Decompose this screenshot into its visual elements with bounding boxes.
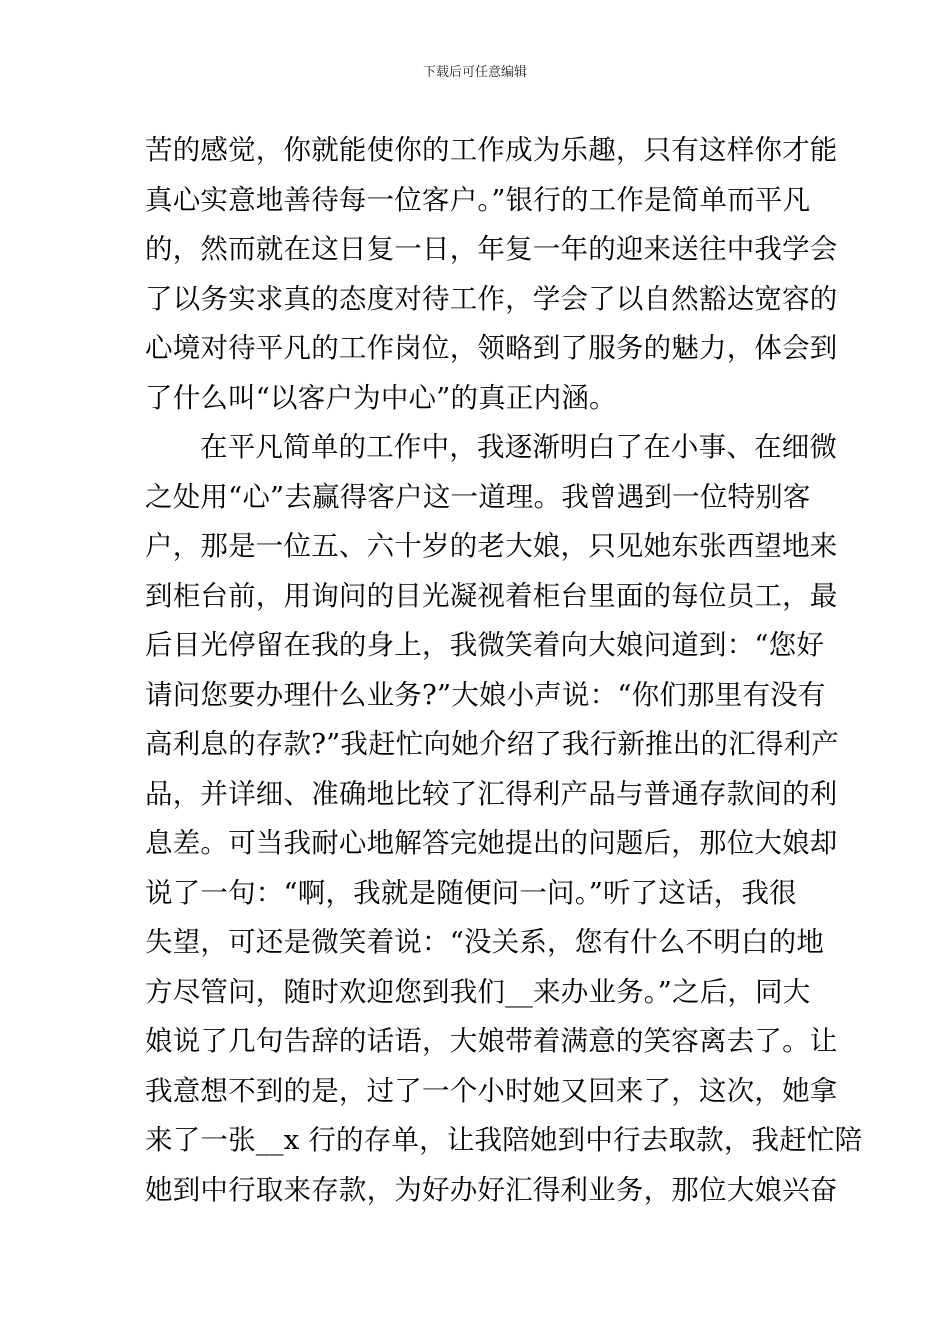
text-line: 了以务实求真的态度对待工作，学会了以自然豁达宽容的 (145, 282, 838, 315)
text-line: 真心实意地善待每一位客户。”银行的工作是简单而平凡 (145, 183, 811, 216)
text-line: 心境对待平凡的工作岗位，领略到了服务的魅力，体会到 (145, 332, 838, 364)
text-line: 方尽管问，随时欢迎您到我们__来办业务。”之后，同大 (145, 975, 811, 1008)
paragraph-2 (145, 423, 863, 1215)
text-line: 后目光停留在我的身上，我微笑着向大娘问道到：“您好 (145, 629, 825, 661)
text-line: 来了一张__x 行的存单，让我陪她到中行去取款，我赶忙陪 (145, 1124, 863, 1156)
page-header: 下载后可任意编辑 (422, 65, 527, 80)
text-line-first-indented: 在平凡简单的工作中，我逐渐明白了在小事、在细微 (200, 431, 838, 463)
text-line: 了什么叫“以客户为中心”的真正内涵。 (145, 381, 617, 414)
text-line: 的，然而就在这日复一日，年复一年的迎来送往中我学会 (145, 233, 838, 265)
text-line: 请问您要办理什么业务?”大娘小声说：“你们那里有没有 (145, 678, 826, 711)
text-line: 户，那是一位五、六十岁的老大娘，只见她东张西望地来 (145, 530, 838, 562)
text-line: 到柜台前，用询问的目光凝视着柜台里面的每位员工，最 (145, 579, 838, 612)
document-body (145, 126, 863, 1215)
text-line: 之处用“心”去赢得客户这一道理。我曾遇到一位特别客 (145, 480, 811, 513)
text-line: 高利息的存款?”我赶忙向她介绍了我行新推出的汇得利产 (145, 728, 840, 760)
text-line: 说了一句：“啊，我就是随便问一问。”听了这话，我很 (145, 876, 797, 909)
text-line: 我意想不到的是，过了一个小时她又回来了，这次，她拿 (145, 1074, 838, 1107)
text-line: 她到中行取来存款，为好办好汇得利业务，那位大娘兴奋 (145, 1173, 838, 1206)
text-line: 息差。可当我耐心地解答完她提出的问题后，那位大娘却 (145, 827, 838, 859)
text-line: 苦的感觉，你就能使你的工作成为乐趣，只有这样你才能 (145, 134, 838, 166)
text-line: 品，并详细、准确地比较了汇得利产品与普通存款间的利 (145, 777, 838, 810)
text-line: 失望，可还是微笑着说：“没关系，您有什么不明白的地 (145, 926, 825, 958)
paragraph-1 (145, 126, 838, 423)
text-line: 娘说了几句告辞的话语，大娘带着满意的笑容离去了。让 (145, 1025, 838, 1057)
